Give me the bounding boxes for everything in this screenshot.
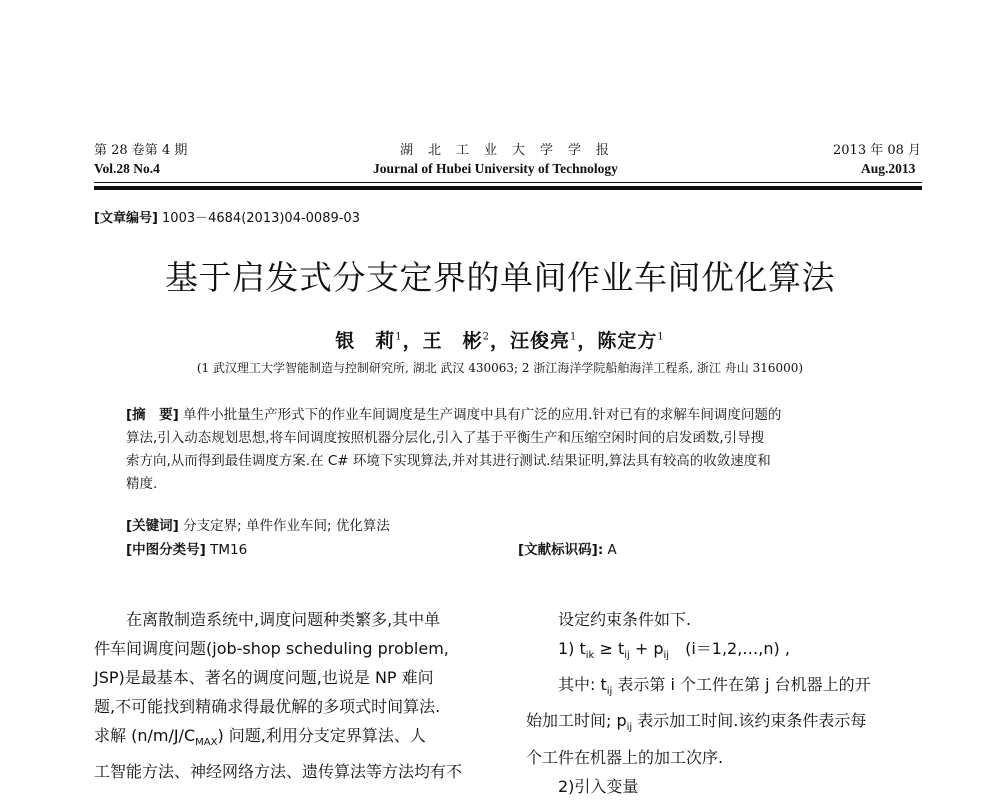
abstract-text: 单件小批量生产形式下的作业车间调度是生产调度中具有广泛的应用.针对已有的求解车间调度问题的 (183, 407, 782, 423)
abstract-line: 精度. (126, 476, 158, 492)
author-separator: ， (489, 330, 510, 352)
author-affil-mark: 1 (395, 331, 403, 343)
article-title: 基于启发式分支定界的单间作业车间优化算法 (165, 258, 835, 297)
body-line: 题,不可能找到精确求得最优解的多项式时间算法. (94, 697, 441, 716)
body-line (94, 721, 494, 757)
body-right-column (526, 605, 926, 801)
body-line: 2)引入变量 (558, 776, 639, 796)
body-subscript: ij (606, 686, 613, 698)
classification-value: TM16 (210, 542, 248, 558)
body-text-span: 其中: t (558, 675, 607, 695)
formula-condition: (i＝1,2,…,n) , (669, 639, 790, 658)
abstract-line: 索方向,从而得到最佳调度方案.在 C# 环境下实现算法,并对其进行测试.结果证明,算法具有较高的收敛速度和 (126, 453, 771, 469)
header-rule-thin (94, 182, 922, 183)
article-id-value: 1003－4684(2013)04-0089-03 (162, 211, 360, 226)
volume-cn: 第 28 卷第 4 期 (94, 143, 188, 158)
abstract-label: [摘 要] (126, 407, 179, 423)
body-text-span: 求解 (n/m/J/C (94, 726, 196, 745)
body-left-column (94, 605, 494, 786)
journal-title-cn: 湖 北 工 业 大 学 学 报 (400, 143, 611, 158)
body-line: 个工件在机器上的加工次序. (526, 747, 724, 767)
author-affil-mark: 1 (657, 331, 665, 343)
author-name: 银 莉 (335, 330, 396, 352)
author-name: 汪俊亮 (510, 330, 571, 352)
formula-line (526, 634, 926, 670)
abstract-line: 算法,引入动态规划思想,将车间调度按照机器分层化,引入了基于平衡生产和压缩空闲时间的启发函数,引导搜 (126, 430, 765, 446)
document-code-value: A (607, 542, 617, 558)
body-line (526, 670, 926, 706)
formula-text: 1) t (558, 639, 586, 658)
body-subscript: ij (626, 722, 633, 734)
affiliations: (1 武汉理工大学智能制造与控制研究所, 湖北 武汉 430063; 2 浙江海洋学院船舶海洋工程系, 浙江 舟山 316000) (196, 361, 804, 375)
author-separator: ， (402, 330, 423, 352)
keywords (126, 514, 390, 534)
keywords-value: 分支定界; 单件作业车间; 优化算法 (183, 518, 390, 534)
body-text-span: ) 问题,利用分支定界算法、人 (217, 726, 426, 745)
body-text-span: 表示第 i 个工件在第 j 台机器上的开 (612, 675, 871, 695)
body-text-span: 始加工时间; p (526, 711, 627, 731)
body-line (526, 706, 926, 742)
header-rule-thick (94, 186, 922, 190)
formula-subscript: ij (624, 650, 630, 662)
classification (126, 538, 247, 558)
body-line: 工智能方法、神经网络方法、遗传算法等方法均有不 (94, 762, 463, 782)
author-separator: ， (577, 330, 598, 352)
abstract (126, 404, 926, 496)
body-text-span: 表示加工时间.该约束条件表示每 (632, 711, 867, 731)
article-id (94, 207, 360, 226)
author-list (0, 326, 1000, 353)
date-cn: 2013 年 08 月 (833, 143, 922, 158)
article-id-label: [文章编号] (94, 211, 158, 226)
formula-text: ≥ t (594, 639, 625, 658)
date-en: Aug.2013 (861, 161, 916, 176)
formula-text: + p (629, 639, 664, 658)
volume-en: Vol.28 No.4 (94, 161, 160, 176)
body-line: JSP)是最基本、著名的调度问题,也说是 NP 难问 (94, 668, 434, 687)
keywords-label: [关键词] (126, 518, 179, 534)
body-line: 件车间调度问题(job-shop scheduling problem, (94, 639, 449, 658)
abstract-line (126, 404, 926, 427)
document-code-label: [文献标识码]: (518, 542, 604, 558)
author-name: 陈定方 (597, 330, 658, 352)
classification-label: [中图分类号] (126, 542, 206, 558)
document-code (518, 538, 617, 558)
body-line: 设定约束条件如下. (558, 610, 692, 629)
author-affil-mark: 1 (570, 331, 578, 343)
formula-subscript: ik (585, 650, 595, 662)
formula-subscript: ij (663, 650, 670, 662)
body-line: 在离散制造系统中,调度问题种类繁多,其中单 (94, 610, 441, 629)
journal-title-en: Journal of Hubei University of Technology (373, 161, 618, 176)
author-name: 王 彬 (422, 330, 483, 352)
author-affil-mark: 2 (482, 331, 490, 343)
body-subscript: MAX (195, 737, 218, 749)
